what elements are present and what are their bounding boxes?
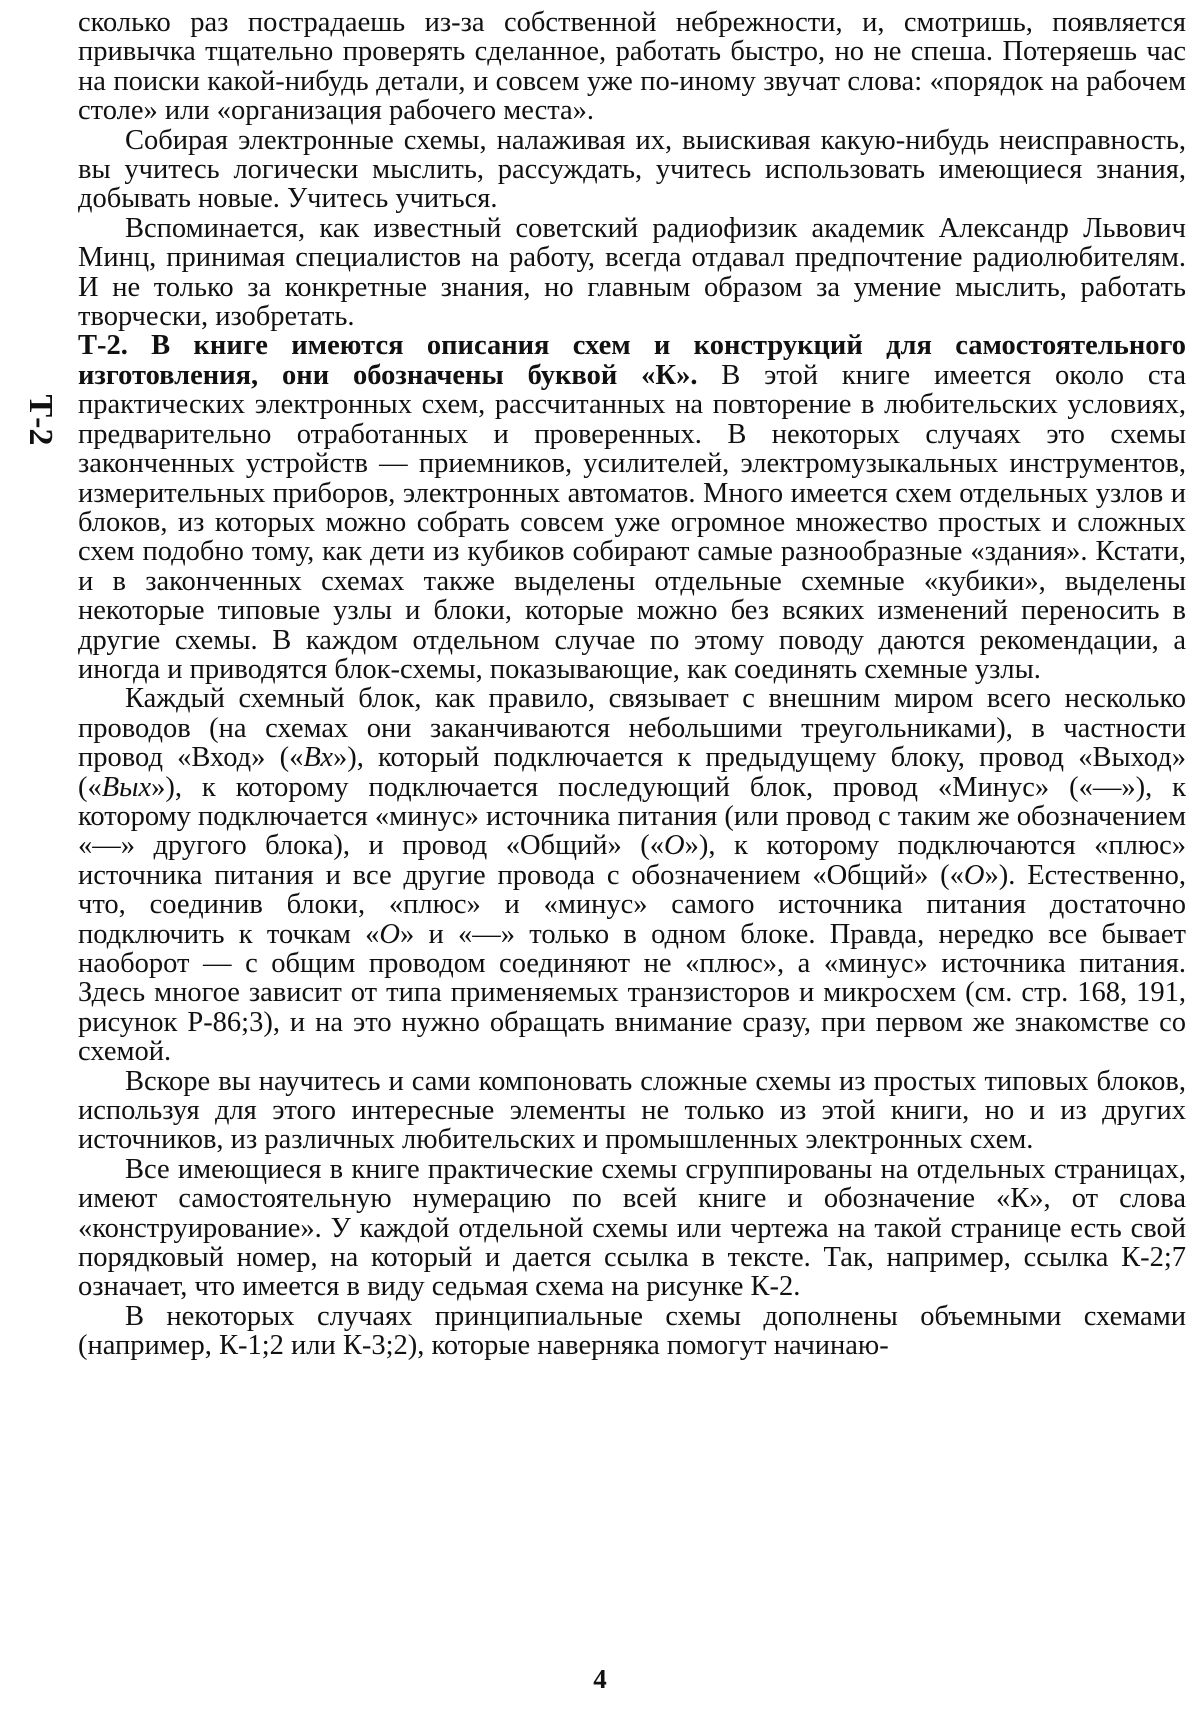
page-number: 4: [593, 1664, 607, 1694]
paragraph-wires: [78, 684, 1186, 1066]
paragraph: В некоторых случаях принципиальные схемы дополнены объемными схемами (например, К-1;2 или К-3;2), которые наверняка помогут начинаю-: [78, 1300, 1186, 1362]
text-segment: »), к которому подключается последующий блок, провод «Минус» («—»), к которому подключается «минус» источника питания (или провод с таким же обозначением «—» другого блока), и провод «Общий» («: [78, 771, 1186, 862]
section-paragraph-t2: [78, 331, 1186, 684]
section-body-text: В этой книге имеется около ста практических электронных схем, рассчитанных на повторение в любительских условиях, предварительно отработанных и проверенных. В некоторых случаях это схемы законченных устройств — приемников, усилителей, электромузыкальных инструментов, измерительных приборов, электронных автоматов. Много имеется схем отдельных узлов и блоков, из которых можно собрать совсем уже огромное множество простых и сложных схем подобно тому, как дети из кубиков собирают самые разнообразные «здания». Кстати, и в законченных схемах также выделены отдельные схемные «кубики», выделены некоторые типовые узлы и блоки, которые можно без всяких изменений переносить в другие схемы. В каждом отдельном случае по этому поводу даются рекомендации, а иногда и приводятся блок-схемы, показывающие, как соединять схемные узлы.: [78, 359, 1186, 685]
italic-symbol-common: О: [963, 859, 985, 891]
text-segment: »). Естественно, что, соединив блоки, «плюс» и «минус» самого источника питания достаточно подключить к точкам «: [78, 859, 1186, 950]
paragraph: Собирая электронные схемы, налаживая их, выискивая какую-нибудь неисправность, вы учитесь логически мыслить, рассуждать, учитесь использовать имеющиеся знания, добывать новые. Учитесь учиться.: [78, 124, 1186, 215]
text-segment: »), к которому подключаются «плюс» источника питания и все другие провода с обозначением «Общий» («: [78, 830, 1187, 891]
italic-symbol-input: Вх: [303, 742, 333, 774]
paragraph: Вскоре вы научитесь и сами компоновать сложные схемы из простых типовых блоков, используя для этого интересные элементы не только из этой книги, но и из других источников, из различных любительских и промышленных электронных схем.: [78, 1065, 1186, 1156]
italic-symbol-common: О: [379, 918, 400, 950]
main-text: [78, 8, 1186, 1361]
text-segment: »), который подключается к предыдущему блоку, провод «Выход» («: [78, 742, 1186, 803]
paragraph: Вспоминается, как известный советский радиофизик академик Александр Львович Минц, принимая специалистов на работу, всегда отдавал предпочтение радиолюбителям. И не только за конкретные знания, но главным образом за умение мыслить, работать творчески, изобретать.: [78, 212, 1186, 333]
italic-symbol-common: О: [664, 830, 685, 862]
paragraph: Все имеющиеся в книге практические схемы сгруппированы на отдельных страницах, имеют самостоятельную нумерацию по всей книге и обозначение «К», от слова «конструирование». У каждой отдельной схемы или чертежа на такой странице есть свой порядковый номер, на который и дается ссылка в тексте. Так, например, ссылка К-2;7 означает, что имеется в виду седьмая схема на рисунке К-2.: [78, 1153, 1186, 1303]
section-heading-t2: Т-2. В книге имеются описания схем и конструкций для самостоятельного изготовления, они обозначены буквой «К».: [78, 330, 1186, 391]
paragraph-continuation: сколько раз пострадаешь из-за собственной небрежности, и, смотришь, появляется привычка тщательно проверять сделанное, работать быстро, но не спеша. Потеряешь час на поиски какой-нибудь детали, и совсем уже по-иному звучат слова: «порядок на рабочем столе» или «организация рабочего места».: [78, 7, 1186, 127]
italic-symbol-output: Вых: [101, 771, 152, 803]
section-margin-label: Т-2: [22, 394, 59, 446]
text-segment: Каждый схемный блок, как правило, связывает с внешним миром всего несколько проводов (на схемах они заканчиваются небольшими треугольниками), в частности провод «Вход» («: [78, 683, 1186, 774]
text-segment: » и «—» только в одном блоке. Правда, нередко все бывает наоборот — с общим проводом соединяют не «плюс», а «минус» источника питания. Здесь многое зависит от типа применяемых транзисторов и микросхем (см. стр. 168, 191, рисунок Р-86;3), и на это нужно обращать внимание сразу, при первом же знакомстве со схемой.: [78, 918, 1186, 1068]
